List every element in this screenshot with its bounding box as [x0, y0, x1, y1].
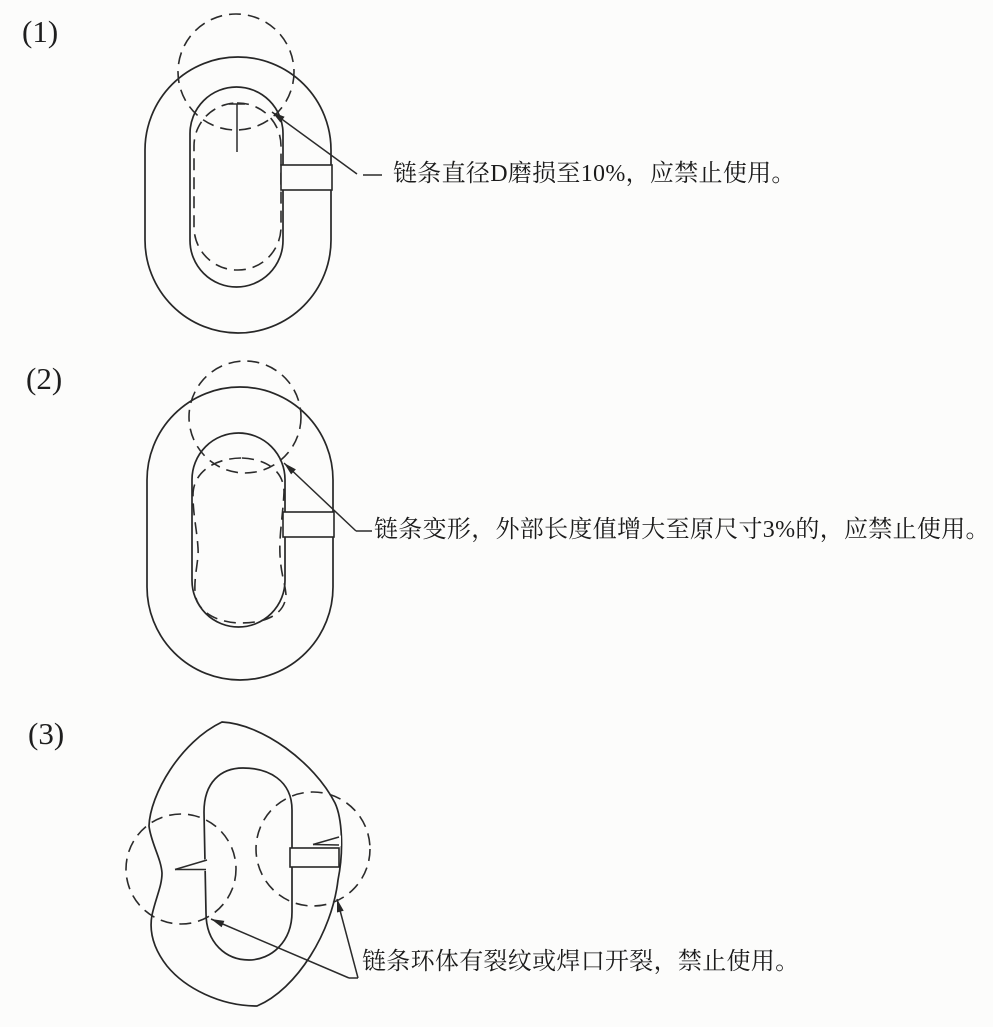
fig2-weld-band — [283, 512, 334, 537]
fig1-weld-band — [281, 165, 332, 190]
figure-1-drawing — [145, 14, 382, 333]
figure-3-caption: 链条环体有裂纹或焊口开裂，禁止使用。 — [362, 949, 800, 975]
fig3-left-leader-line — [211, 919, 349, 978]
fig2-mating-link-dashed-circle — [189, 361, 301, 473]
figure-2-drawing — [147, 361, 372, 680]
fig3-weld-band — [290, 848, 339, 867]
fig3-chain-link-inner-outline — [204, 768, 292, 960]
figure-2-caption: 链条变形，外部长度值增大至原尺寸3%的，应禁止使用。 — [374, 517, 990, 543]
figure-3-label: (3) — [28, 716, 65, 751]
fig3-right-crack-lower-line — [313, 845, 339, 846]
figure-3-drawing — [126, 722, 370, 1006]
fig1-chain-link-outer-outline — [145, 57, 331, 333]
figure-2-label: (2) — [26, 361, 63, 396]
fig1-mating-link-dashed-circle — [178, 14, 294, 130]
fig2-deformed-profile-dashed-outline — [193, 458, 286, 623]
fig2-chain-link-inner-outline — [192, 433, 285, 627]
fig3-left-leader-arrowhead-icon — [211, 919, 224, 927]
fig3-right-leader-arrowhead-icon — [337, 899, 344, 913]
figure-1-caption: 链条直径D磨损至10%，应禁止使用。 — [393, 161, 796, 187]
figure-1-label: (1) — [22, 14, 59, 49]
